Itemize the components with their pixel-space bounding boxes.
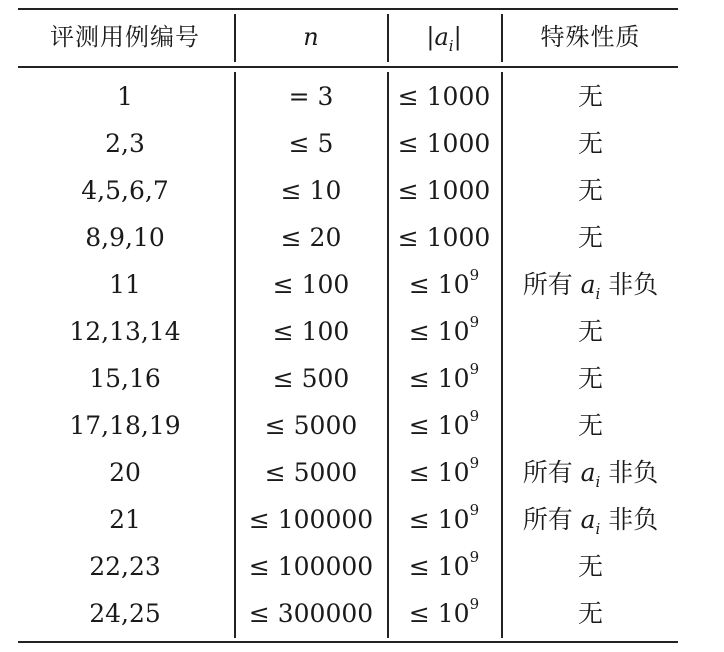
cell-special xyxy=(503,129,678,159)
cell-a-base: ≤ 10 xyxy=(408,270,470,299)
cell-case: 15,16 xyxy=(89,364,161,393)
column-separator xyxy=(387,72,389,638)
cell-a-range xyxy=(389,176,499,206)
cell-a-range xyxy=(389,453,499,488)
cell-special-text: 所有 xyxy=(522,458,581,487)
cell-a-range xyxy=(389,406,499,441)
cell-case: 2,3 xyxy=(105,129,145,158)
cell-special-var-sub: i xyxy=(595,520,601,538)
cell-special-tail: 非负 xyxy=(600,270,659,299)
cell-n: ≤ 100000 xyxy=(248,552,374,581)
table-top-rule xyxy=(18,8,678,10)
column-separator xyxy=(234,72,236,638)
cell-case: 24,25 xyxy=(89,599,161,628)
cell-n: ≤ 500 xyxy=(272,364,350,393)
cell-special-var-sub: i xyxy=(595,285,601,303)
cell-special-text: 无 xyxy=(577,364,603,393)
cell-a-exponent: 9 xyxy=(469,406,480,425)
cell-special xyxy=(503,505,678,538)
cell-a-base: ≤ 1000 xyxy=(397,82,491,111)
cell-case: 4,5,6,7 xyxy=(81,176,169,205)
cell-case: 20 xyxy=(109,458,141,487)
cell-a-range xyxy=(389,129,499,159)
cell-special-text: 无 xyxy=(577,599,603,628)
cell-case: 1 xyxy=(117,82,133,111)
cell-special xyxy=(503,270,678,303)
cell-a-range xyxy=(389,359,499,394)
cell-n: ≤ 100 xyxy=(272,270,350,299)
cell-a-range xyxy=(389,594,499,629)
cell-special-text: 无 xyxy=(577,82,603,111)
cell-a-base: ≤ 10 xyxy=(408,458,470,487)
cell-a-base: ≤ 1000 xyxy=(397,176,491,205)
header-a-var: a xyxy=(434,23,449,51)
cell-special xyxy=(503,176,678,206)
cell-a-range xyxy=(389,265,499,300)
cell-case: 11 xyxy=(109,270,141,299)
cell-special xyxy=(503,364,678,394)
cell-special-text: 所有 xyxy=(522,505,581,534)
cell-special-text: 无 xyxy=(577,223,603,252)
cell-special-text: 无 xyxy=(577,176,603,205)
cell-special-var-sub: i xyxy=(595,473,601,491)
cell-a-exponent: 9 xyxy=(469,359,480,378)
cell-special xyxy=(503,599,678,629)
cell-case: 22,23 xyxy=(89,552,161,581)
cell-a-base: ≤ 10 xyxy=(408,317,470,346)
cell-n: = 3 xyxy=(288,82,334,111)
cell-a-range xyxy=(389,223,499,253)
cell-a-exponent: 9 xyxy=(469,547,480,566)
cell-a-exponent: 9 xyxy=(469,265,480,284)
cell-a-exponent: 9 xyxy=(469,594,480,613)
cell-a-range xyxy=(389,82,499,112)
cell-a-base: ≤ 1000 xyxy=(397,223,491,252)
header-special: 特殊性质 xyxy=(540,23,641,51)
cell-a-base: ≤ 10 xyxy=(408,599,470,628)
cell-case: 8,9,10 xyxy=(85,223,165,252)
cell-n: ≤ 300000 xyxy=(248,599,374,628)
cell-special xyxy=(503,458,678,491)
table-header-rule xyxy=(18,66,678,68)
cell-case: 12,13,14 xyxy=(69,317,181,346)
cell-n: ≤ 5 xyxy=(288,129,334,158)
cell-special-var: a xyxy=(580,270,596,299)
cell-a-exponent: 9 xyxy=(469,312,480,331)
cell-case: 17,18,19 xyxy=(69,411,181,440)
header-a-bar-left: | xyxy=(426,23,435,51)
cell-n: ≤ 10 xyxy=(280,176,342,205)
cell-n: ≤ 100 xyxy=(272,317,350,346)
cell-special xyxy=(503,552,678,582)
cell-a-range xyxy=(389,547,499,582)
cell-a-range xyxy=(389,312,499,347)
cell-n: ≤ 20 xyxy=(280,223,342,252)
cell-special-text: 无 xyxy=(577,411,603,440)
cell-a-base: ≤ 1000 xyxy=(397,129,491,158)
cell-n: ≤ 100000 xyxy=(248,505,374,534)
cell-a-exponent: 9 xyxy=(469,453,480,472)
cell-n: ≤ 5000 xyxy=(264,411,358,440)
cell-a-base: ≤ 10 xyxy=(408,411,470,440)
cell-special-text: 无 xyxy=(577,552,603,581)
cell-special-var: a xyxy=(580,505,596,534)
cell-special xyxy=(503,223,678,253)
cell-a-range xyxy=(389,500,499,535)
header-a-bar-right: | xyxy=(453,23,462,51)
cell-special-text: 所有 xyxy=(522,270,581,299)
cell-special xyxy=(503,411,678,441)
header-a-abs xyxy=(389,22,499,55)
cell-n: ≤ 5000 xyxy=(264,458,358,487)
column-separator xyxy=(387,14,389,62)
cell-special-var: a xyxy=(580,458,596,487)
cell-special-tail: 非负 xyxy=(600,458,659,487)
header-a-sub: i xyxy=(448,36,454,55)
cell-special xyxy=(503,82,678,112)
cell-a-exponent: 9 xyxy=(469,500,480,519)
cell-a-base: ≤ 10 xyxy=(408,505,470,534)
cell-special-text: 无 xyxy=(577,129,603,158)
table-bottom-rule xyxy=(18,641,678,643)
column-separator xyxy=(501,72,503,638)
cell-a-base: ≤ 10 xyxy=(408,364,470,393)
constraints-table xyxy=(18,0,678,652)
header-case: 评测用例编号 xyxy=(50,23,200,51)
cell-special xyxy=(503,317,678,347)
cell-special-tail: 非负 xyxy=(600,505,659,534)
cell-special-text: 无 xyxy=(577,317,603,346)
cell-case: 21 xyxy=(109,505,141,534)
cell-a-base: ≤ 10 xyxy=(408,552,470,581)
column-separator xyxy=(501,14,503,62)
header-n: n xyxy=(303,23,319,51)
column-separator xyxy=(234,14,236,62)
